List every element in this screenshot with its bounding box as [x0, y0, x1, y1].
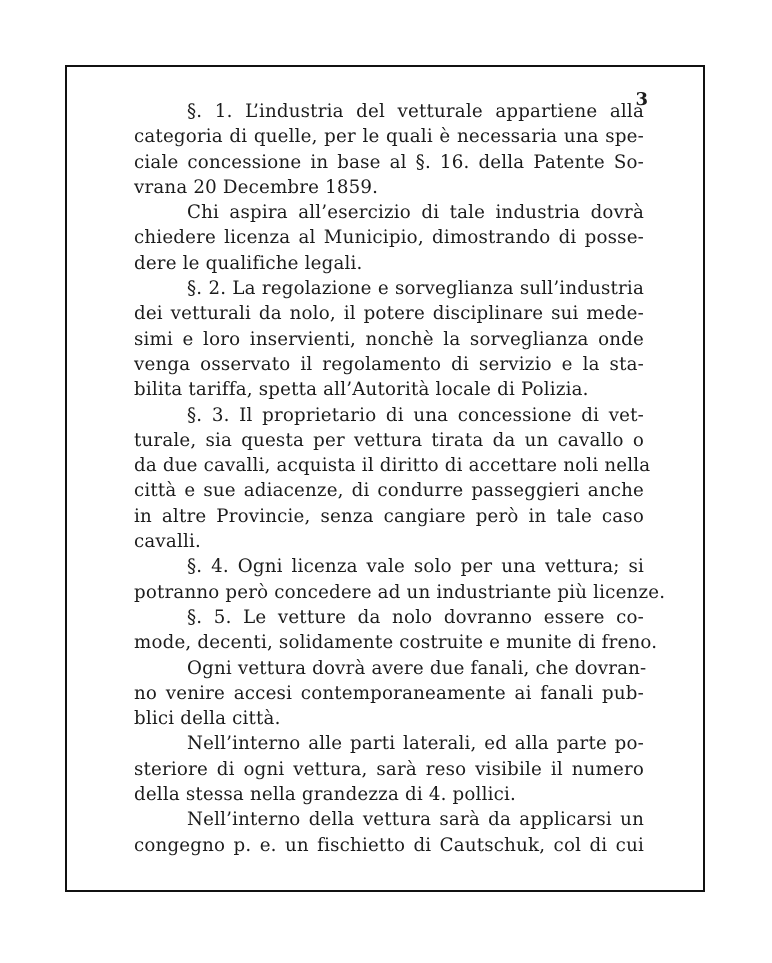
- text-line: dei vetturali da nolo, il potere disciplinare sui mede-: [134, 303, 644, 325]
- text-line: vrana 20 Decembre 1859.: [134, 176, 379, 198]
- text-line: congegno p. e. un fischietto di Cautschuk, col di cui: [134, 834, 644, 856]
- text-line: §. 1. L’industria del vetturale appartiene alla: [187, 101, 644, 122]
- text-line: potranno però concedere ad un industriante più licenze.: [134, 581, 666, 603]
- text-line: Nell’interno alle parti laterali, ed alla parte po-: [187, 733, 644, 755]
- text-line: §. 3. Il proprietario di una concessione di vet-: [187, 404, 644, 426]
- text-line: venga osservato il regolamento di servizio e la sta-: [134, 353, 644, 375]
- text-line: Nell’interno della vettura sarà da applicarsi un: [187, 809, 644, 831]
- text-line: da due cavalli, acquista il diritto di accettare noli nella: [134, 455, 651, 477]
- text-line: turale, sia questa per vettura tirata da un cavallo o: [134, 429, 644, 451]
- text-line: cavalli.: [134, 531, 201, 553]
- text-line: mode, decenti, solidamente costruite e munite di freno.: [134, 632, 658, 654]
- text-line: ciale concessione in base al §. 16. della Patente So-: [134, 151, 644, 173]
- text-line: dere le qualifiche legali.: [134, 252, 363, 274]
- page-frame: [65, 65, 705, 892]
- text-line: Ogni vettura dovrà avere due fanali, che dovran-: [187, 657, 647, 679]
- text-line: no venire accesi contemporaneamente ai fanali pub-: [134, 682, 644, 704]
- text-line: §. 4. Ogni licenza vale solo per una vettura; si: [187, 556, 644, 578]
- text-line: in altre Provincie, senza cangiare però in tale caso: [134, 505, 644, 527]
- text-body: [134, 99, 666, 858]
- text-line: §. 2. La regolazione e sorveglianza sull’industria: [187, 278, 644, 300]
- text-line: Chi aspira all’esercizio di tale industria dovrà: [187, 202, 644, 224]
- text-line: categoria di quelle, per le quali è necessaria una spe-: [134, 126, 644, 148]
- text-line: città e sue adiacenze, di condurre passeggieri anche: [134, 480, 644, 502]
- text-line: della stessa nella grandezza di 4. pollici.: [134, 784, 516, 806]
- text-line: blici della città.: [134, 708, 281, 730]
- text-line: steriore di ogni vettura, sarà reso visibile il numero: [134, 758, 644, 780]
- text-line: §. 5. Le vetture da nolo dovranno essere co-: [187, 606, 644, 628]
- text-line: simi e loro inservienti, nonchè la sorveglianza onde: [134, 328, 644, 350]
- page-number: 3: [635, 89, 648, 110]
- text-line: bilita tariffa, spetta all’Autorità locale di Polizia.: [134, 379, 589, 401]
- text-line: chiedere licenza al Municipio, dimostrando di posse-: [134, 227, 644, 249]
